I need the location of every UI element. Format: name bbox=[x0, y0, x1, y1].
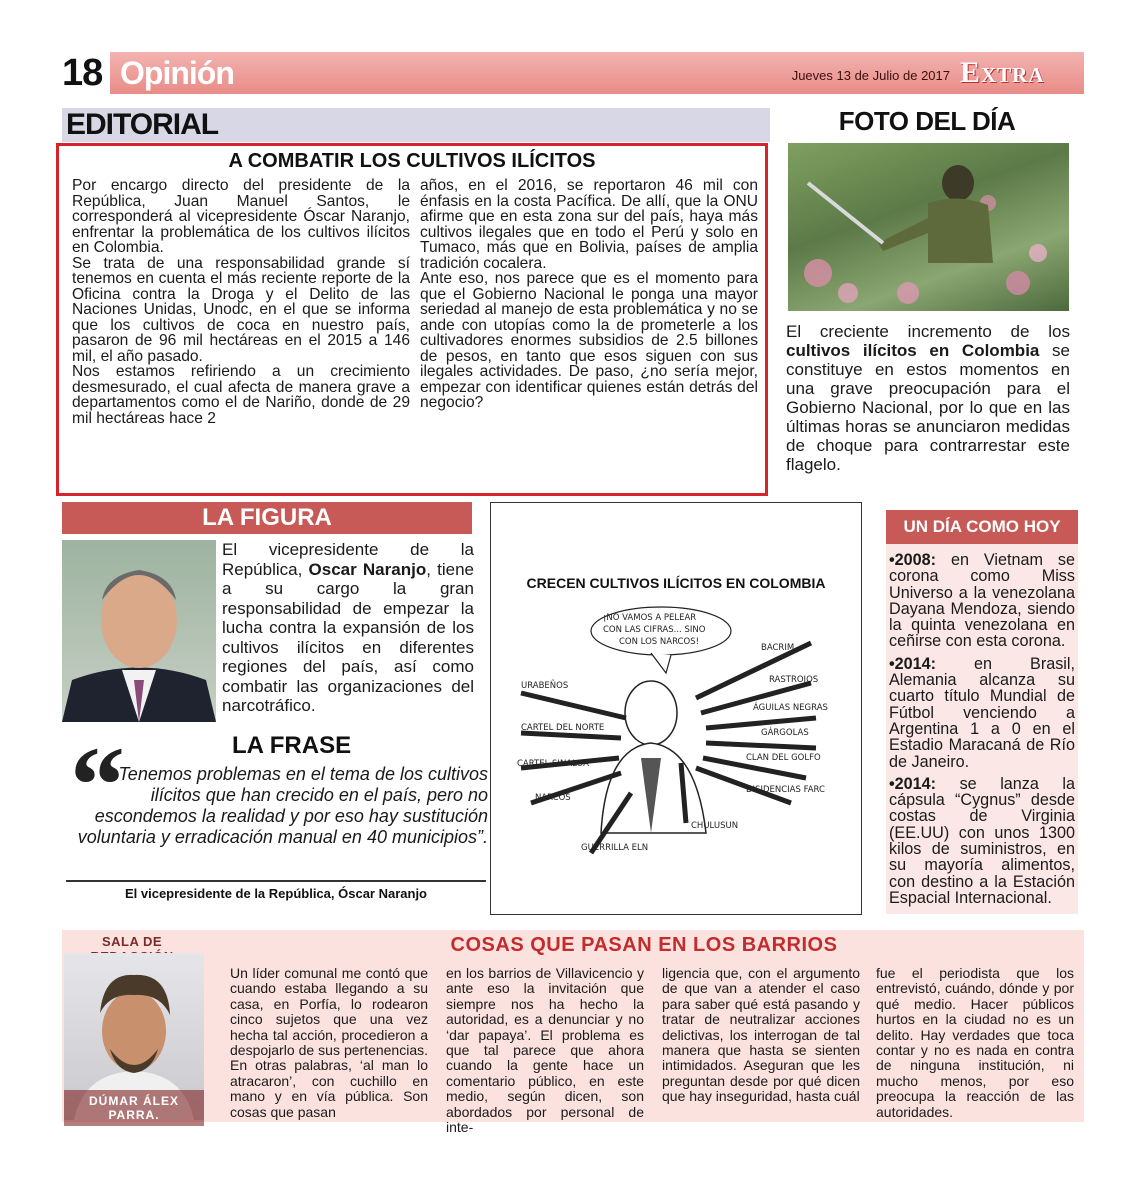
cartoon-label: GÁRGOLAS bbox=[761, 728, 809, 738]
caption-highlight: cultivos ilícitos en Colombia bbox=[786, 341, 1040, 360]
event-year: •2014: bbox=[889, 774, 937, 793]
photo-caption bbox=[786, 322, 1070, 474]
issue-date: Jueves 13 de Julio de 2017 bbox=[791, 68, 950, 83]
cartoon-label: CARTEL DEL NORTE bbox=[521, 723, 605, 733]
la-frase-source: El vicepresidente de la República, Óscar Naranjo bbox=[124, 886, 427, 901]
cartoon-label: BACRIM bbox=[761, 643, 795, 653]
list-item bbox=[889, 776, 1075, 906]
editorial-paragraph: Nos estamos refiriendo a un crecimiento desmesurado, el cual afecta de manera grave a departamentos como el de Nariño, donde de 29 mil hectáreas hace 2 bbox=[72, 363, 410, 427]
cartoon-speech: CON LOS NARCOS! bbox=[619, 637, 699, 647]
event-year: •2008: bbox=[889, 551, 937, 569]
un-dia-como-hoy-list bbox=[889, 552, 1075, 912]
editorial-column-1 bbox=[72, 178, 410, 426]
cartoon-label: GUERRILLA ELN bbox=[581, 843, 649, 853]
figura-text: El vicepresidente de la República, bbox=[222, 540, 474, 579]
portrait-illustration bbox=[62, 540, 216, 722]
editorial-paragraph: años, en el 2016, se reportaron 46 mil con énfasis en la costa Pacífica. De allí, que la ONU afirme que en esta zona sur del país, haya más cultivos ilegales que en todo el Perú y solo en Tumaco, más que en Bolivia, países de amplia tradición cocalera. bbox=[420, 177, 758, 272]
un-dia-como-hoy-title: UN DÍA COMO HOY bbox=[903, 517, 1061, 536]
editorial-cartoon bbox=[490, 502, 862, 915]
caption-text: se constituye en estos momentos en una grave preocupación para el Gobierno Nacional, por lo que en las últimas horas se anunciaron medidas de choque para contrarrestar este flagelo. bbox=[786, 341, 1070, 474]
la-figura-title: LA FIGURA bbox=[202, 504, 332, 531]
photo-illustration bbox=[788, 143, 1069, 311]
column-text-3: ligencia que, con el argumento de que van a atender el caso para saber qué está pasando y tratar de neutralizar acciones delictivas, los interrogan de tal manera que hasta se sienten intimidados. Aseguran que les preguntan desde por qué dicen que hay inseguridad, hasta cuál bbox=[662, 965, 860, 1105]
la-frase-title: LA FRASE bbox=[232, 732, 352, 759]
column-title: COSAS QUE PASAN EN LOS BARRIOS bbox=[450, 934, 838, 956]
sala-de-redaccion-label: SALA DE bbox=[101, 934, 163, 949]
cartoon-label: RASTROJOS bbox=[769, 675, 819, 685]
list-item bbox=[889, 552, 1075, 650]
divider bbox=[66, 880, 486, 882]
portrait-photo bbox=[62, 540, 216, 722]
page-number: 18 bbox=[62, 50, 110, 96]
cartoon-label: NARCOS bbox=[535, 793, 571, 803]
caption-text: El creciente incremento de los bbox=[786, 322, 1070, 341]
figura-name: Oscar Naranjo bbox=[308, 559, 427, 579]
editorial-title: A COMBATIR LOS CULTIVOS ILÍCITOS bbox=[228, 150, 596, 172]
cartoon-label: CARTEL SINALOA bbox=[517, 759, 589, 769]
list-item bbox=[889, 656, 1075, 770]
cartoon-label: CLAN DEL GOLFO bbox=[746, 753, 821, 763]
event-text: se lanza la cápsula “Cygnus” desde costas de Virginia (EE.UU) con unos 1300 kilos de suministros, en su mayoría alimentos, con destino a la Estación Espacial Internacional. bbox=[889, 774, 1075, 907]
event-text: en Vietnam se corona como Miss Universo a la venezolana Dayana Mendoza, siendo la quinta venezolana en ceñirse con esta corona. bbox=[889, 551, 1075, 651]
cartoon-label: URABEÑOS bbox=[521, 681, 569, 691]
column-text-1: Un líder comunal me contó que cuando estaba llegando a su casa, en Porfía, lo rodearon cinco sujetos que una vez hecha tal acción, procedieron a despojarlo de sus pertenencias. En otras palabras, ‘al man lo atracaron’, con cuchillo en mano y en vía pública. Son cosas que pasan bbox=[230, 965, 428, 1120]
editorial-paragraph: Por encargo directo del presidente de la República, Juan Manuel Santos, le corresponderá al vicepresidente Óscar Naranjo, enfrentar la problemática de los cultivos ilícitos en Colombia. bbox=[72, 177, 410, 256]
column-text-2: en los barrios de Villavicencio y ante eso la invitación que siempre nos ha hecho la autoridad, es a denunciar y no ‘dar papaya’. El problema es que tal parece que ahora cuando la gente hace un comentario público, en este medio, según dicen, son abordados por personal de inte- bbox=[446, 965, 644, 1136]
la-frase-quote: Tenemos problemas en el tema de los cultivos ilícitos que han crecido en el país, pero no escondemos la realidad y por eso hay sustitución voluntaria y erradicación manual en 40 municipios”. bbox=[77, 764, 488, 847]
event-text: en Brasil, Alemania alcanza su cuarto título Mundial de Fútbol venciendo a Argentina 1 a 0 en el Estadio Maracaná de Río de Janeiro. bbox=[889, 654, 1075, 771]
photo-of-day-title: FOTO DEL DÍA bbox=[838, 106, 1016, 136]
cartoon-speech: CON LAS CIFRAS... SINO bbox=[603, 625, 706, 635]
soldier-in-field-photo bbox=[788, 143, 1069, 311]
column-text-4: fue el periodista que los entrevistó, cuándo, dónde y por qué medio. Hacer públicos hurtos en la ciudad no es un delito. Hay verdades que toca contar y no es nada en contra de ninguna institución, ni mucho menos, por eso preocupa la reacción de las autoridades. bbox=[876, 965, 1074, 1120]
la-figura-text bbox=[222, 540, 474, 716]
cartoon-title: CRECEN CULTIVOS ILÍCITOS EN COLOMBIA bbox=[526, 575, 826, 591]
editorial-label: EDITORIAL bbox=[66, 108, 219, 141]
cartoon-label: DISIDENCIAS FARC bbox=[746, 785, 825, 795]
event-year: •2014: bbox=[889, 654, 937, 673]
cartoon-label: ÁGUILAS NEGRAS bbox=[753, 703, 828, 713]
editorial-paragraph: Ante eso, nos parece que es el momento para que el Gobierno Nacional le ponga una mayor seriedad al manejo de esta problemática y no se ande con utopías como la de prometerle a los cultivadores enormes subsidios de 2.5 billones de pesos, en tanto que esos siguen con sus ilegales actividades. De paso, ¿no sería mejor, empezar con identificar quienes están detrás del negocio? bbox=[420, 270, 758, 411]
cartoon-speech: ¡NO VAMOS A PELEAR bbox=[603, 613, 697, 623]
quote-mark-icon: “ bbox=[70, 724, 125, 846]
figura-text: , tiene a su cargo la gran responsabilidad de empezar la lucha contra la expansión de los cultivos ilícitos en diferentes regiones del país, así como combatir las organizaciones del narcotráfico. bbox=[222, 559, 474, 715]
cartoon-label: CHULUSUN bbox=[691, 821, 739, 831]
editorial-paragraph: Se trata de una responsabilidad grande sí tenemos en cuenta el más reciente reporte de la Oficina contra la Droga y el Delito de las Naciones Unidas, Unodc, en el que se informa que los cultivos de coca en nuestro país, pasaron de 96 mil hectáreas en el 2015 a 146 mil, el año pasado. bbox=[72, 254, 410, 365]
newspaper-logo: Extra bbox=[960, 56, 1045, 89]
editorial-column-2 bbox=[420, 178, 758, 411]
section-name: Opinión bbox=[120, 55, 234, 91]
author-name: DÚMAR ÁLEX PARRA. bbox=[64, 1090, 204, 1126]
